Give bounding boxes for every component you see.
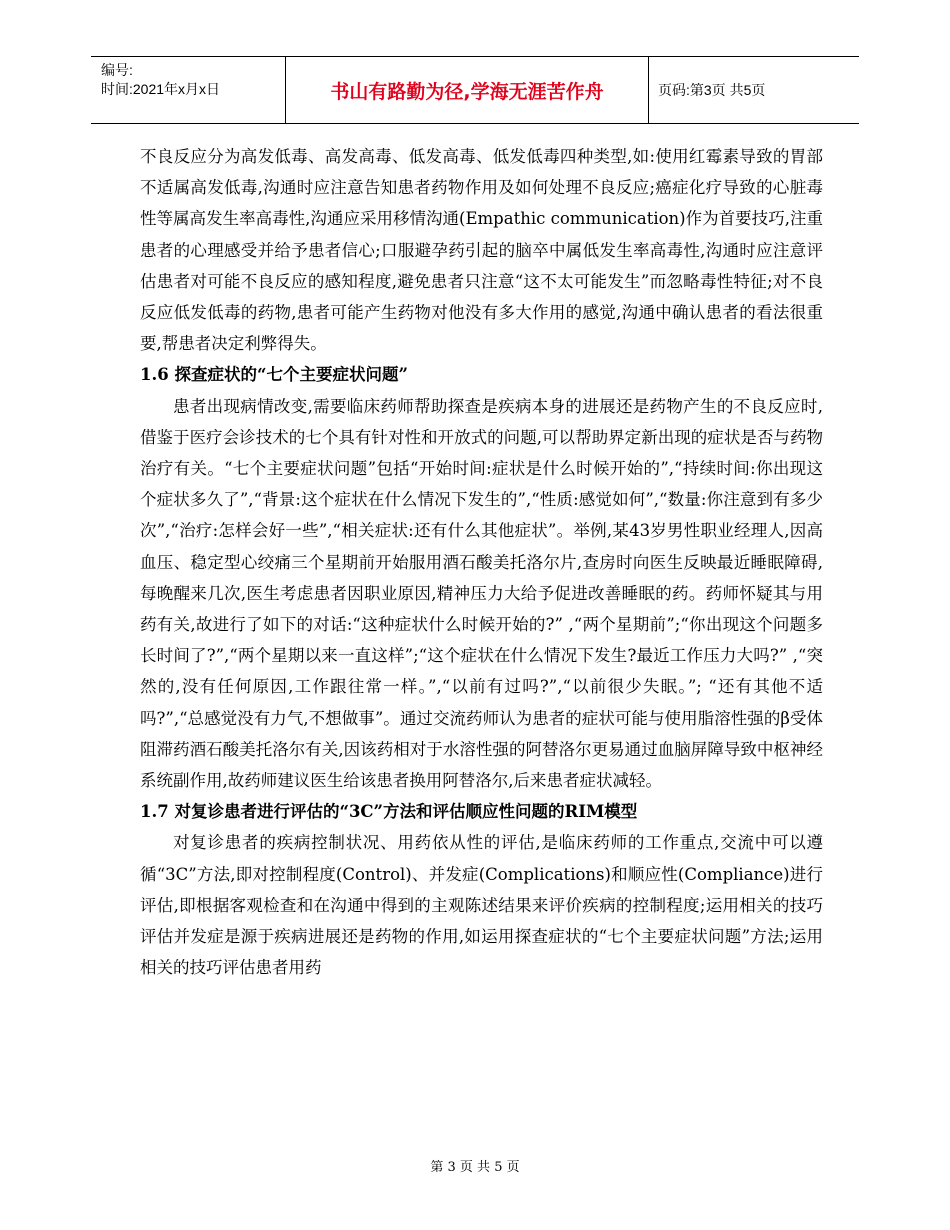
section-heading-1-7: 1.7 对复诊患者进行评估的“3C”方法和评估顺应性问题的RIM模型 (140, 802, 638, 822)
header-motto: 书山有路勤为径,学海无涯苦作舟 (330, 81, 604, 103)
header-meta-cell (91, 57, 285, 123)
document-number-label: 编号: (101, 62, 133, 78)
header-motto-cell (285, 57, 649, 123)
paragraph-3c-method: 对复诊患者的疾病控制状况、用药依从性的评估,是临床药师的工作重点,交流中可以遵循“3C”方法,即对控制程度(Control)、并发症(Complications)和顺应性(Compliance)进行评估,即根据客观检查和在沟通中得到的主观陈述结果来评价疾病的控制程度;运用相关的技巧评估并发症是源于疾病进展还是药物的作用,如运用探查症状的“七个主要症状问题”方法;运用相关的技巧评估患者用药 (140, 833, 823, 978)
document-body (140, 141, 823, 983)
header-page-cell (648, 57, 859, 123)
paragraph-seven-symptom-questions: 患者出现病情改变,需要临床药师帮助探查是疾病本身的进展还是药物产生的不良反应时,借鉴于医疗会诊技术的七个具有针对性和开放式的问题,可以帮助界定新出现的症状是否与药物治疗有关。“七个主要症状问题”包括“开始时间:症状是什么时候开始的”,“持续时间:你出现这个症状多久了”,“背景:这个症状在什么情况下发生的”,“性质:感觉如何”,“数量:你注意到有多少次”,“治疗:怎样会好一些”,“相关症状:还有什么其他症状”。举例,某43岁男性职业经理人,因高血压、稳定型心绞痛三个星期前开始服用酒石酸美托洛尔片,查房时向医生反映最近睡眠障碍,每晚醒来几次,医生考虑患者因职业原因,精神压力大给予促进改善睡眠的药。药师怀疑其与用药有关,故进行了如下的对话:“这种症状什么时候开始的?” ,“两个星期前”;“你出现这个问题多长时间了?”,“两个星期以来一直这样”;“这个症状在什么情况下发生?最近工作压力大吗?” ,“突然的,没有任何原因,工作跟往常一样。”,“以前有过吗?”,“以前很少失眠。”; “还有其他不适吗?”,“总感觉没有力气,不想做事”。通过交流药师认为患者的症状可能与使用脂溶性强的β受体阻滞药酒石酸美托洛尔有关,因该药相对于水溶性强的阿替洛尔更易通过血脑屏障导致中枢神经系统副作用,故药师建议医生给该患者换用阿替洛尔,后来患者症状减轻。 (140, 396, 823, 791)
page-footer: 第 3 页 共 5 页 (430, 1160, 520, 1175)
header-page-number: 页码:第3页 共5页 (658, 82, 766, 98)
section-heading-1-6: 1.6 探查症状的“七个主要症状问题” (140, 365, 408, 385)
document-date-label: 时间:2021年x月x日 (101, 81, 221, 97)
page-header (91, 56, 859, 124)
paragraph-adverse-reactions: 不良反应分为高发低毒、高发高毒、低发高毒、低发低毒四种类型,如:使用红霉素导致的胃部不适属高发低毒,沟通时应注意告知患者药物作用及如何处理不良反应;癌症化疗导致的心脏毒性等属高发生率高毒性,沟通应采用移情沟通(Empathic communication)作为首要技巧,注重患者的心理感受并给予患者信心;口服避孕药引起的脑卒中属低发生率高毒性,沟通时应注意评估患者对可能不良反应的感知程度,避免患者只注意“这不太可能发生”而忽略毒性特征;对不良反应低发低毒的药物,患者可能产生药物对他没有多大作用的感觉,沟通中确认患者的看法很重要,帮患者决定利弊得失。 (140, 147, 823, 354)
